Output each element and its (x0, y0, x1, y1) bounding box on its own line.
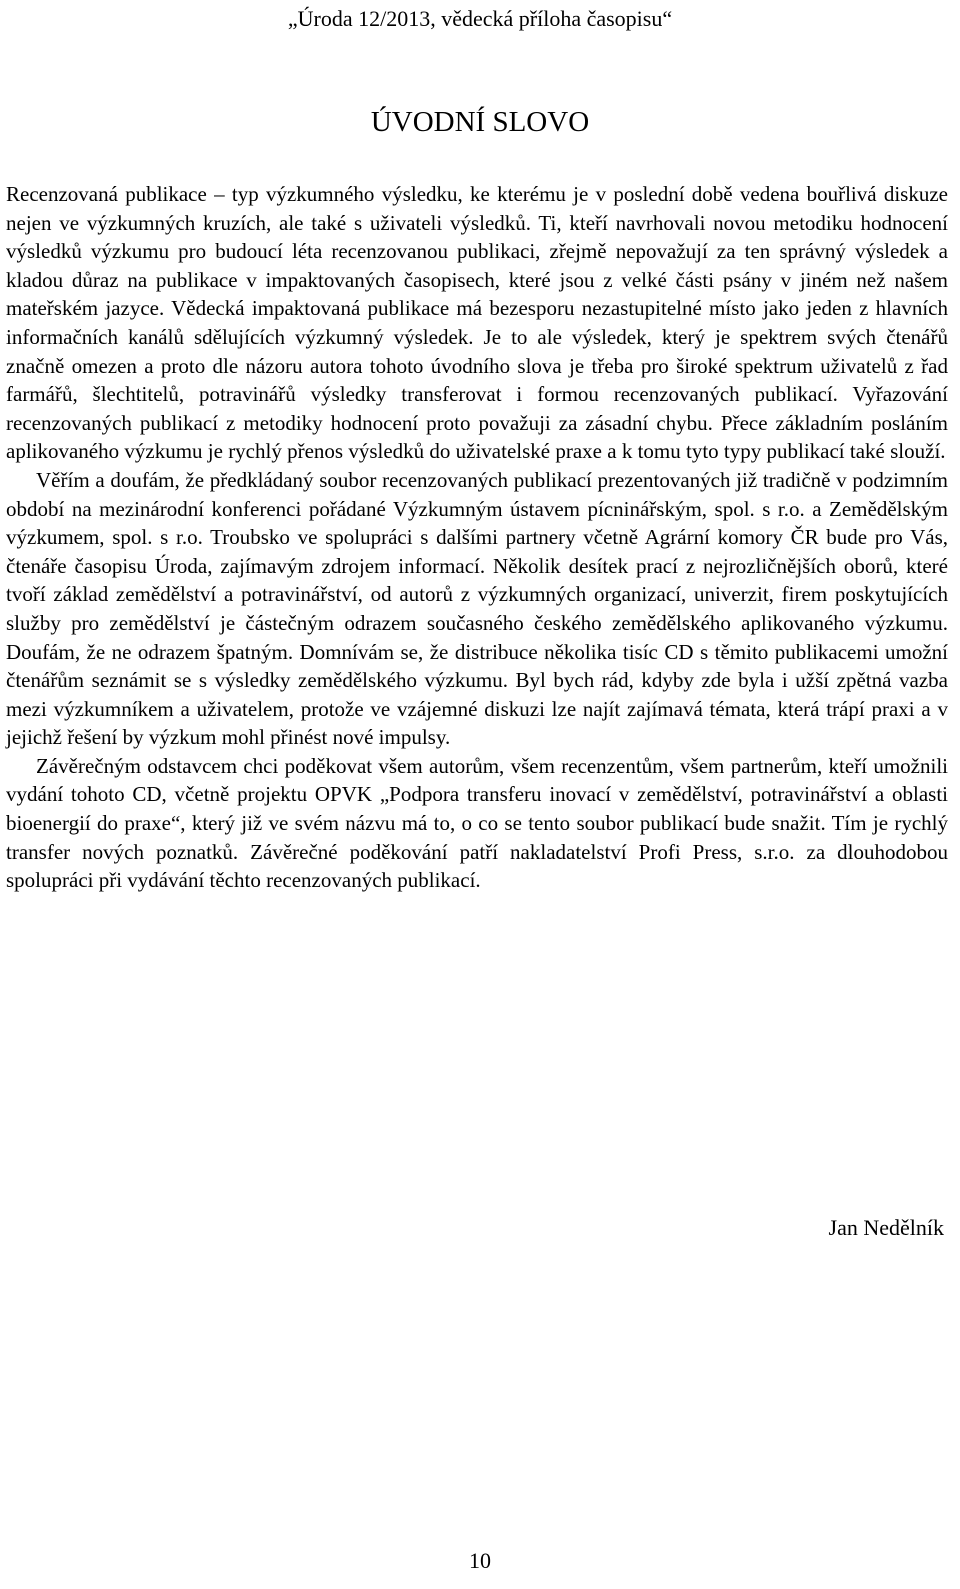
running-header: „Úroda 12/2013, vědecká příloha časopisu“ (287, 6, 673, 31)
page-number: 10 (469, 1548, 491, 1573)
paragraph-intro: Recenzovaná publikace – typ výzkumného výsledku, ke kterému je v poslední době vedena bouřlivá diskuze nejen ve výzkumných kruzích, ale také s uživateli výsledků. Ti, kteří navrhovali novou metodiku hodnocení výsledků výzkumu pro budoucí léta recenzovanou publikaci, zřejmě nepovažují za ten správný výsledek a kladou důraz na publikace v impaktovaných časopisech, které jsou z velké části psány v jiném než našem mateřském jazyce. Vědecká impaktovaná publikace má bezesporu nezastupitelné místo jako jeden z hlavních informačních kanálů sdělujících výzkumný výsledek. Je to ale výsledek, který je spektrem svých čtenářů značně omezen a proto dle názoru autora tohoto úvodního slova je třeba pro široké spektrum uživatelů z řad farmářů, šlechtitelů, potravinářů výsledky transferovat i formou recenzovaných publikací. Vyřazování recenzovaných publikací z metodiky hodnocení proto považuji za zásadní chybu. Přece základním posláním aplikovaného výzkumu je rychlý přenos výsledků do uživatelské praxe a k tomu tyto typy publikací také slouží. (6, 182, 948, 464)
author-signature: Jan Nedělník (828, 1215, 944, 1240)
paragraph-closing: Závěrečným odstavcem chci poděkovat všem autorům, všem recenzentům, všem partnerům, kteří umožnili vydání tohoto CD, včetně projektu OPVK „Podpora transferu inovací v zemědělství, potravinářství a oblasti bioenergií do praxe“, který již ve svém názvu má to, o co se tento soubor publikací bude snažit. Tím je rychlý transfer nových poznatků. Závěrečné poděkování patří nakladatelství Profi Press, s.r.o. za dlouhodobou spolupráci při vydávání těchto recenzovaných publikací. (6, 753, 948, 893)
article-body (6, 180, 948, 895)
paragraph-main: Věřím a doufám, že předkládaný soubor recenzovaných publikací prezentovaných již tradičně v podzimním období na mezinárodní konferenci pořádané Výzkumným ústavem pícninářským, spol. s r.o. a Zemědělským výzkumem, spol. s r.o. Troubsko ve spolupráci s dalšími partnery včetně Agrární komory ČR bude pro Vás, čtenáře časopisu Úroda, zajímavým zdrojem informací. Několik desítek prací z nejrozličnějších oborů, které tvoří základ zemědělství a potravinářství, od autorů z výzkumných organizací, univerzit, firem poskytujících služby pro zemědělství je částečným odrazem současného českého zemědělského aplikovaného výzkumu. Doufám, že ne odrazem špatným. Domnívám se, že distribuce několika tisíc CD s těmito publikacemi umožní čtenářům seznámit se s výsledky zemědělského výzkumu. Byl bych rád, kdyby zde byla i užší zpětná vazba mezi výzkumníkem a uživatelem, protože ve vzájemné diskuzi lze najít zajímavá témata, která trápí praxi a v jejichž řešení by výzkum mohl přinést nové impulsy. (6, 467, 948, 750)
page-title: ÚVODNÍ SLOVO (370, 106, 590, 138)
